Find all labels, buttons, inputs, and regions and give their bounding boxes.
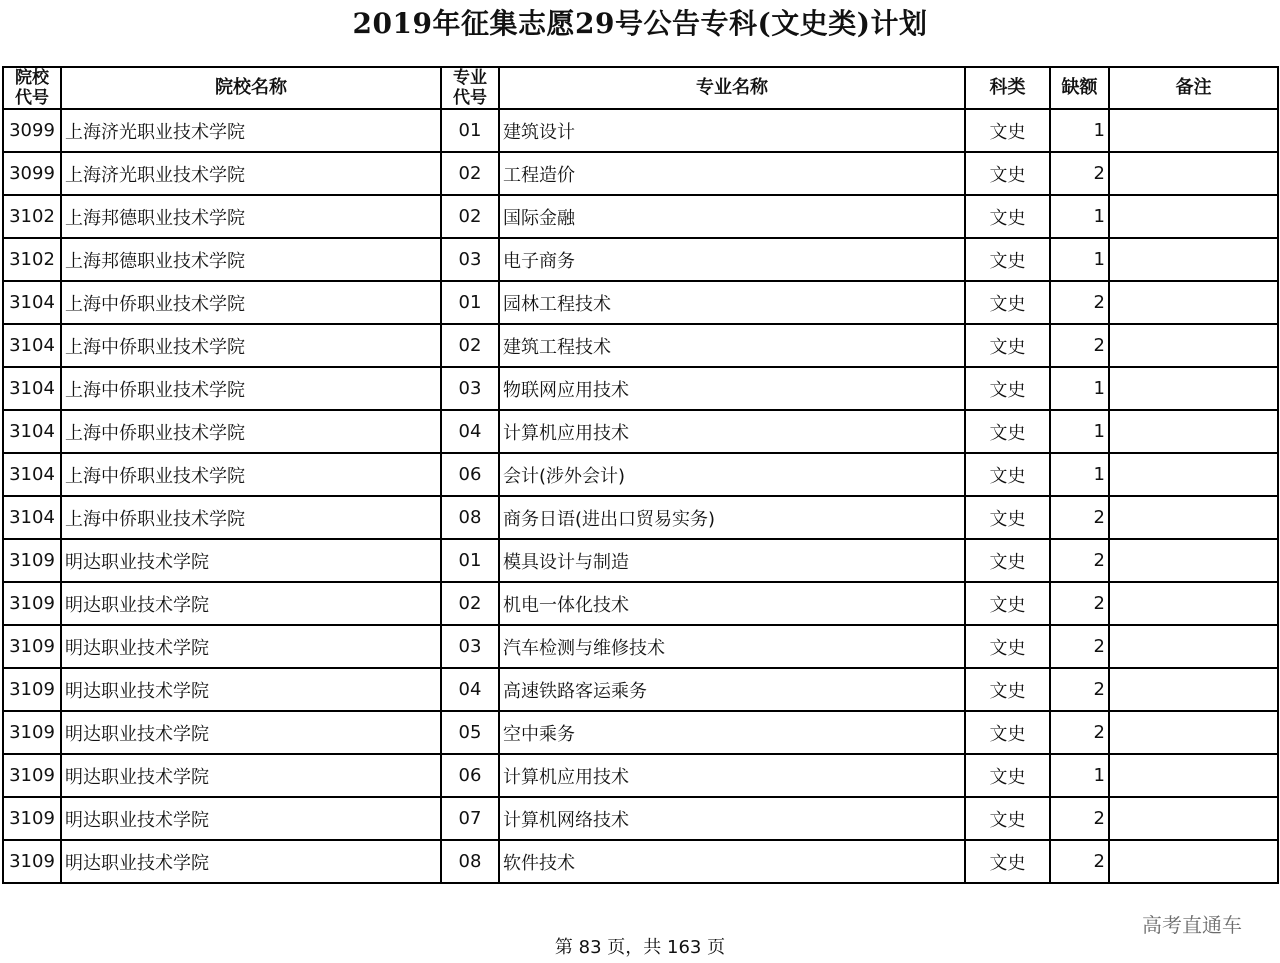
cell-remark [1109, 109, 1278, 152]
cell-major-name: 计算机应用技术 [499, 410, 965, 453]
cell-major-code: 05 [441, 711, 499, 754]
cell-school-name: 上海中侨职业技术学院 [61, 281, 441, 324]
cell-school-code: 3104 [3, 410, 61, 453]
cell-category: 文史 [965, 109, 1050, 152]
cell-major-name: 建筑工程技术 [499, 324, 965, 367]
header-major-name: 专业名称 [499, 67, 965, 109]
cell-category: 文史 [965, 367, 1050, 410]
cell-school-name: 明达职业技术学院 [61, 711, 441, 754]
cell-vacancy: 1 [1050, 410, 1109, 453]
cell-major-code: 04 [441, 668, 499, 711]
cell-category: 文史 [965, 711, 1050, 754]
cell-remark [1109, 410, 1278, 453]
cell-major-name: 园林工程技术 [499, 281, 965, 324]
cell-school-code: 3099 [3, 152, 61, 195]
table-row [3, 195, 1278, 238]
table-row [3, 625, 1278, 668]
cell-category: 文史 [965, 840, 1050, 883]
cell-major-name: 计算机应用技术 [499, 754, 965, 797]
cell-remark [1109, 625, 1278, 668]
cell-school-code: 3104 [3, 281, 61, 324]
cell-major-name: 建筑设计 [499, 109, 965, 152]
cell-school-code: 3104 [3, 367, 61, 410]
table-row [3, 754, 1278, 797]
cell-major-name: 电子商务 [499, 238, 965, 281]
cell-major-code: 03 [441, 367, 499, 410]
table-row [3, 797, 1278, 840]
table-row [3, 496, 1278, 539]
cell-vacancy: 2 [1050, 281, 1109, 324]
cell-school-name: 上海济光职业技术学院 [61, 109, 441, 152]
cell-major-code: 01 [441, 281, 499, 324]
cell-category: 文史 [965, 238, 1050, 281]
cell-school-code: 3104 [3, 324, 61, 367]
header-school-code: 院校代号 [3, 67, 61, 109]
cell-school-name: 上海中侨职业技术学院 [61, 410, 441, 453]
cell-school-code: 3104 [3, 496, 61, 539]
table-row [3, 840, 1278, 883]
cell-category: 文史 [965, 410, 1050, 453]
cell-school-code: 3102 [3, 195, 61, 238]
cell-vacancy: 1 [1050, 195, 1109, 238]
cell-major-code: 06 [441, 453, 499, 496]
cell-school-name: 明达职业技术学院 [61, 539, 441, 582]
cell-school-code: 3099 [3, 109, 61, 152]
cell-vacancy: 2 [1050, 324, 1109, 367]
cell-school-code: 3109 [3, 840, 61, 883]
cell-major-code: 06 [441, 754, 499, 797]
cell-major-name: 机电一体化技术 [499, 582, 965, 625]
cell-major-name: 软件技术 [499, 840, 965, 883]
table-row [3, 410, 1278, 453]
cell-remark [1109, 711, 1278, 754]
cell-category: 文史 [965, 324, 1050, 367]
cell-major-name: 会计(涉外会计) [499, 453, 965, 496]
header-vacancy: 缺额 [1050, 67, 1109, 109]
cell-category: 文史 [965, 539, 1050, 582]
header-remark: 备注 [1109, 67, 1278, 109]
cell-major-code: 02 [441, 582, 499, 625]
cell-school-name: 上海中侨职业技术学院 [61, 453, 441, 496]
cell-major-code: 03 [441, 238, 499, 281]
cell-major-name: 物联网应用技术 [499, 367, 965, 410]
cell-school-name: 上海邦德职业技术学院 [61, 238, 441, 281]
cell-remark [1109, 582, 1278, 625]
cell-vacancy: 1 [1050, 109, 1109, 152]
cell-school-name: 明达职业技术学院 [61, 754, 441, 797]
cell-vacancy: 2 [1050, 797, 1109, 840]
cell-vacancy: 2 [1050, 496, 1109, 539]
cell-category: 文史 [965, 281, 1050, 324]
table-row [3, 324, 1278, 367]
cell-major-code: 02 [441, 324, 499, 367]
header-category: 科类 [965, 67, 1050, 109]
cell-school-code: 3109 [3, 625, 61, 668]
table-header-row [3, 67, 1278, 109]
cell-category: 文史 [965, 754, 1050, 797]
table-row [3, 668, 1278, 711]
cell-remark [1109, 195, 1278, 238]
cell-remark [1109, 797, 1278, 840]
cell-remark [1109, 324, 1278, 367]
cell-school-code: 3109 [3, 582, 61, 625]
table-row [3, 152, 1278, 195]
cell-remark [1109, 754, 1278, 797]
cell-school-name: 上海中侨职业技术学院 [61, 496, 441, 539]
cell-major-code: 03 [441, 625, 499, 668]
cell-remark [1109, 367, 1278, 410]
cell-category: 文史 [965, 582, 1050, 625]
cell-vacancy: 2 [1050, 711, 1109, 754]
cell-school-name: 上海中侨职业技术学院 [61, 367, 441, 410]
cell-school-name: 明达职业技术学院 [61, 797, 441, 840]
cell-major-code: 02 [441, 152, 499, 195]
cell-school-name: 上海中侨职业技术学院 [61, 324, 441, 367]
cell-major-name: 工程造价 [499, 152, 965, 195]
cell-remark [1109, 453, 1278, 496]
cell-major-name: 空中乘务 [499, 711, 965, 754]
cell-vacancy: 2 [1050, 539, 1109, 582]
cell-major-code: 08 [441, 496, 499, 539]
table-row [3, 582, 1278, 625]
cell-vacancy: 2 [1050, 152, 1109, 195]
cell-category: 文史 [965, 797, 1050, 840]
cell-school-code: 3109 [3, 711, 61, 754]
cell-school-code: 3109 [3, 539, 61, 582]
cell-vacancy: 2 [1050, 582, 1109, 625]
cell-remark [1109, 281, 1278, 324]
enrollment-plan-table [2, 66, 1279, 884]
cell-school-name: 上海邦德职业技术学院 [61, 195, 441, 238]
cell-category: 文史 [965, 152, 1050, 195]
watermark-text: 高考直通车 [1142, 913, 1242, 937]
table-row [3, 367, 1278, 410]
table-row [3, 539, 1278, 582]
table-row [3, 453, 1278, 496]
cell-major-code: 08 [441, 840, 499, 883]
cell-major-code: 01 [441, 539, 499, 582]
cell-vacancy: 1 [1050, 367, 1109, 410]
table-row [3, 281, 1278, 324]
table-row [3, 238, 1278, 281]
cell-school-name: 明达职业技术学院 [61, 625, 441, 668]
cell-major-name: 高速铁路客运乘务 [499, 668, 965, 711]
cell-category: 文史 [965, 195, 1050, 238]
page-title: 2019年征集志愿29号公告专科(文史类)计划 [352, 7, 928, 40]
cell-major-name: 国际金融 [499, 195, 965, 238]
cell-remark [1109, 539, 1278, 582]
cell-school-code: 3102 [3, 238, 61, 281]
cell-school-name: 上海济光职业技术学院 [61, 152, 441, 195]
cell-school-code: 3104 [3, 453, 61, 496]
cell-major-code: 01 [441, 109, 499, 152]
cell-school-code: 3109 [3, 797, 61, 840]
cell-major-code: 07 [441, 797, 499, 840]
cell-vacancy: 2 [1050, 840, 1109, 883]
cell-vacancy: 1 [1050, 453, 1109, 496]
cell-remark [1109, 152, 1278, 195]
header-school-name: 院校名称 [61, 67, 441, 109]
cell-category: 文史 [965, 496, 1050, 539]
cell-category: 文史 [965, 625, 1050, 668]
cell-school-name: 明达职业技术学院 [61, 668, 441, 711]
cell-major-code: 04 [441, 410, 499, 453]
table-row [3, 109, 1278, 152]
cell-category: 文史 [965, 453, 1050, 496]
page-footer: 第 83 页，共 163 页 [554, 937, 726, 958]
cell-major-code: 02 [441, 195, 499, 238]
cell-school-code: 3109 [3, 754, 61, 797]
cell-vacancy: 1 [1050, 238, 1109, 281]
cell-vacancy: 2 [1050, 625, 1109, 668]
cell-category: 文史 [965, 668, 1050, 711]
cell-school-name: 明达职业技术学院 [61, 582, 441, 625]
cell-school-name: 明达职业技术学院 [61, 840, 441, 883]
cell-vacancy: 2 [1050, 668, 1109, 711]
table-body [3, 109, 1278, 883]
cell-major-name: 计算机网络技术 [499, 797, 965, 840]
cell-remark [1109, 668, 1278, 711]
cell-remark [1109, 840, 1278, 883]
cell-major-name: 商务日语(进出口贸易实务) [499, 496, 965, 539]
cell-vacancy: 1 [1050, 754, 1109, 797]
cell-remark [1109, 238, 1278, 281]
header-major-code: 专业代号 [441, 67, 499, 109]
cell-school-code: 3109 [3, 668, 61, 711]
cell-major-name: 模具设计与制造 [499, 539, 965, 582]
table-row [3, 711, 1278, 754]
cell-major-name: 汽车检测与维修技术 [499, 625, 965, 668]
cell-remark [1109, 496, 1278, 539]
